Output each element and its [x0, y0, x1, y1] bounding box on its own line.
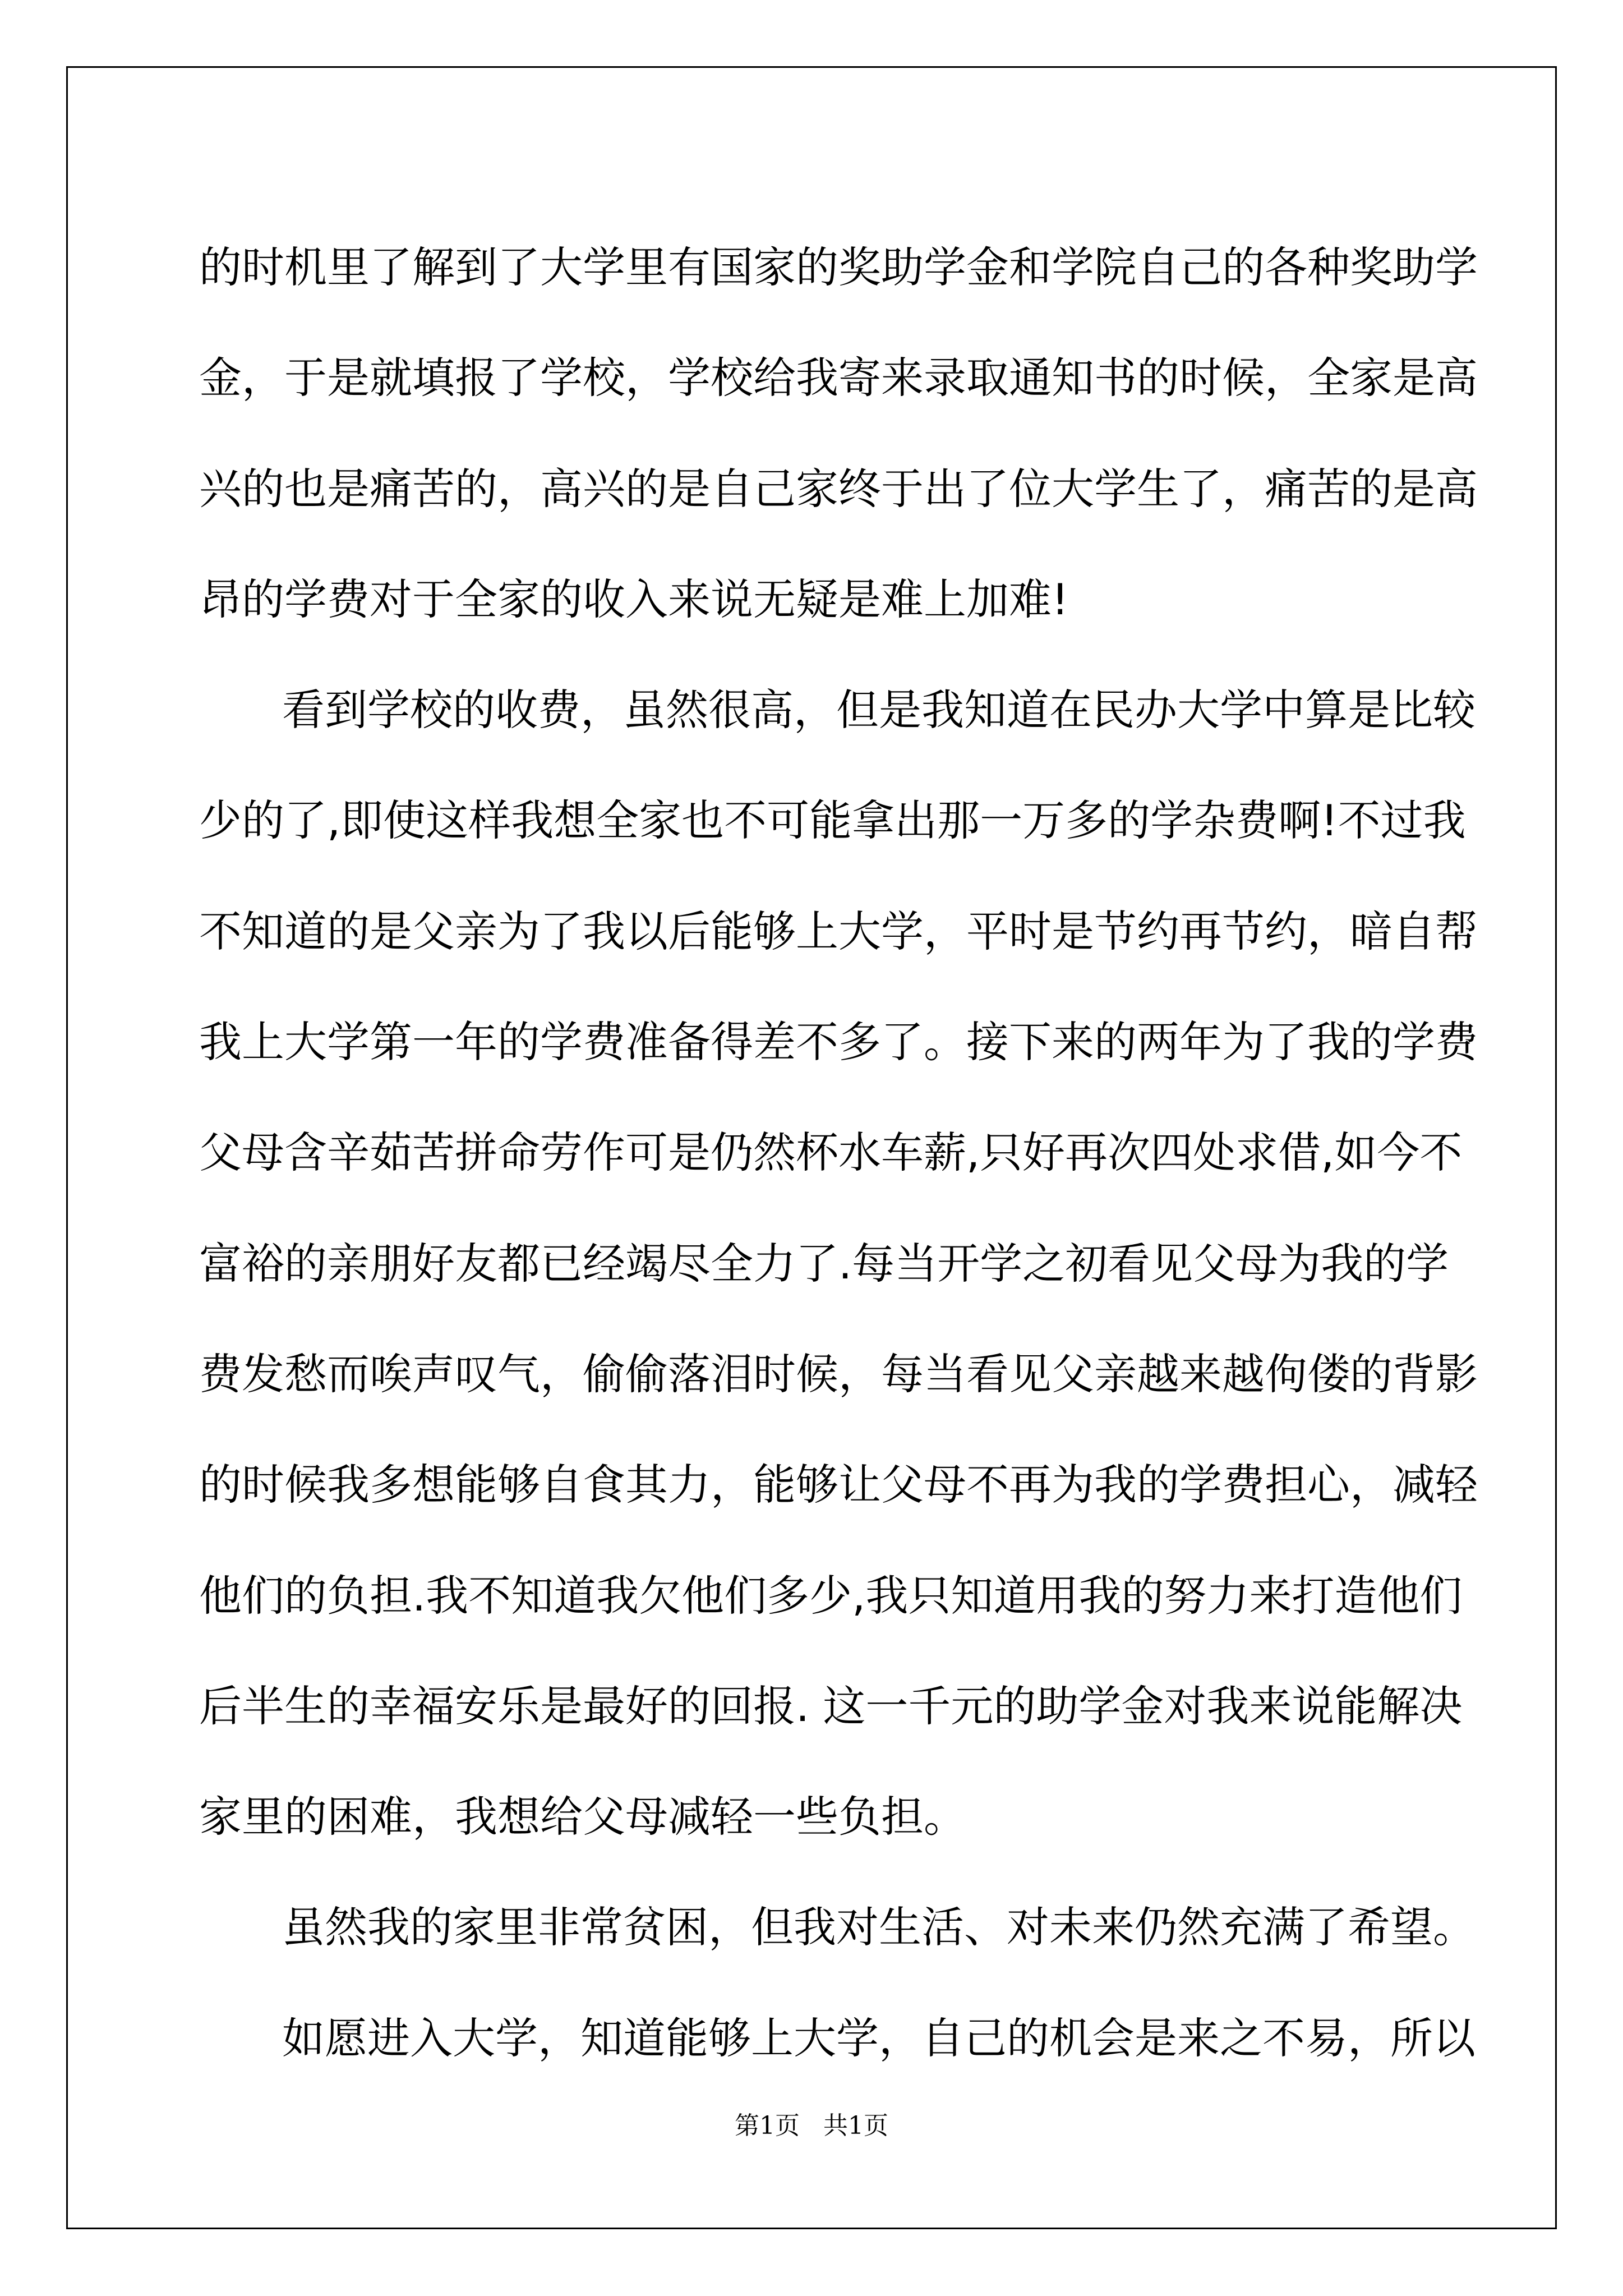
text-line: 他们的负担.我不知道我欠他们多少,我只知道用我的努力来打造他们 — [199, 1570, 1463, 1621]
text-line: 少的了,即使这样我想全家也不可能拿出那一万多的学杂费啊!不过我 — [199, 795, 1466, 846]
document-body — [199, 212, 1478, 2093]
page-footer — [0, 2109, 1623, 2143]
text-line: 家里的困难，我想给父母减轻一些负担。 — [199, 1792, 966, 1842]
text-line: 如愿进入大学，知道能够上大学，自己的机会是来之不易，所以 — [282, 2013, 1476, 2063]
text-line: 后半生的幸福安乐是最好的回报. 这一千元的助学金对我来说能解决 — [199, 1681, 1463, 1731]
page-number: 第1页 — [735, 2111, 800, 2140]
text-line: 的时候我多想能够自食其力，能够让父母不再为我的学费担心，减轻 — [199, 1460, 1478, 1510]
text-line: 看到学校的收费，虽然很高，但是我知道在民办大学中算是比较 — [282, 685, 1476, 735]
text-line: 兴的也是痛苦的，高兴的是自己家终于出了位大学生了，痛苦的是高 — [199, 463, 1478, 514]
text-line: 不知道的是父亲为了我以后能够上大学，平时是节约再节约，暗自帮 — [199, 906, 1478, 956]
text-line: 我上大学第一年的学费准备得差不多了。接下来的两年为了我的学费 — [199, 1017, 1478, 1068]
text-line: 虽然我的家里非常贫困，但我对生活、对未来仍然充满了希望。 — [282, 1902, 1476, 1953]
text-line: 昂的学费对于全家的收入来说无疑是难上加难! — [199, 574, 1069, 624]
page-total: 共1页 — [823, 2111, 888, 2140]
text-line: 富裕的亲朋好友都已经竭尽全力了.每当开学之初看见父母为我的学 — [199, 1238, 1449, 1289]
text-line: 费发愁而唉声叹气，偷偷落泪时候，每当看见父亲越来越佝偻的背影 — [199, 1349, 1478, 1399]
text-line: 金，于是就填报了学校，学校给我寄来录取通知书的时候，全家是高 — [199, 353, 1478, 403]
text-line: 父母含辛茹苦拼命劳作可是仍然杯水车薪,只好再次四处求借,如今不 — [199, 1128, 1463, 1178]
text-line: 的时机里了解到了大学里有国家的奖助学金和学院自己的各种奖助学 — [199, 242, 1478, 292]
